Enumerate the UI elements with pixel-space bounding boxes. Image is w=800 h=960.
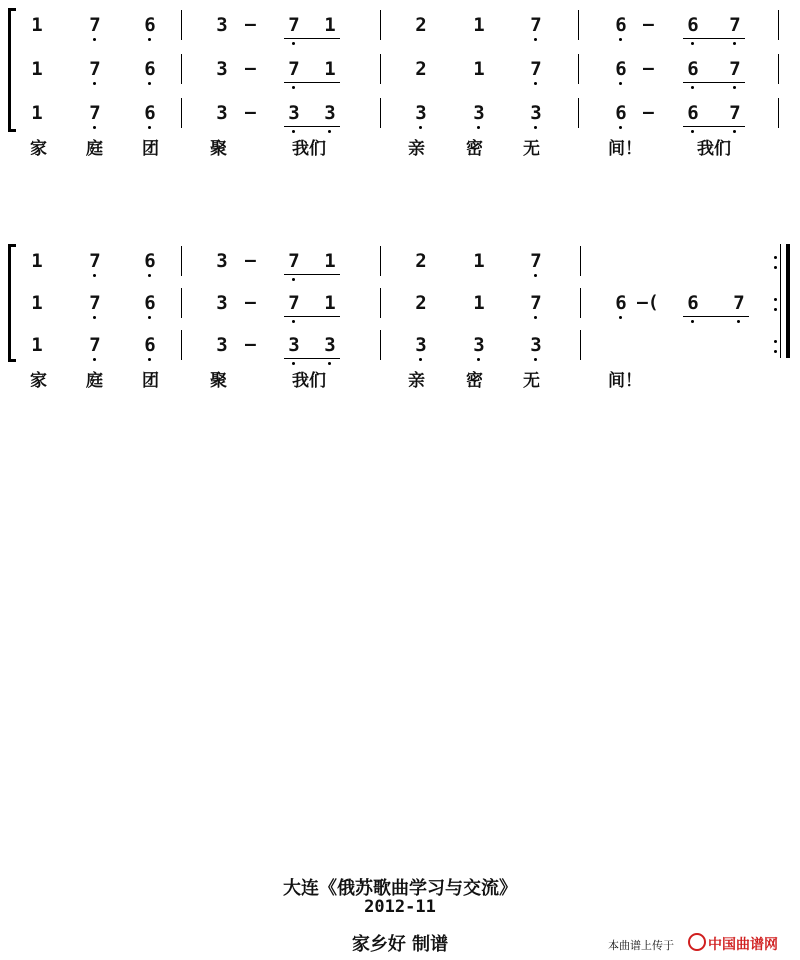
note: 1: [473, 250, 485, 272]
staff-row-3: [0, 326, 800, 366]
bar-line: [380, 54, 381, 84]
bar-line: [580, 330, 581, 360]
low-octave-dot: [691, 42, 694, 45]
note: 7: [288, 250, 300, 272]
bar-line: [380, 330, 381, 360]
note: 1: [324, 250, 336, 272]
lyric: 我们: [292, 371, 326, 391]
low-octave-dot: [477, 126, 480, 129]
eighth-underline: [284, 82, 340, 83]
lyric: 间！: [608, 371, 642, 391]
low-octave-dot: [93, 126, 96, 129]
eighth-underline: [284, 358, 340, 359]
lyric: 家: [30, 371, 47, 391]
note: 2: [415, 250, 427, 272]
dash: –: [245, 250, 256, 271]
low-octave-dot: [93, 316, 96, 319]
note: 7: [729, 58, 741, 80]
dash: –: [245, 14, 256, 35]
note: 3: [415, 334, 427, 356]
note: 1: [473, 14, 485, 36]
staff-row-2: [0, 50, 800, 90]
low-octave-dot: [733, 86, 736, 89]
dash: –: [245, 102, 256, 123]
note: 6: [144, 102, 156, 124]
low-octave-dot: [93, 358, 96, 361]
lyric: 团: [142, 139, 159, 159]
bar-line: [181, 246, 182, 276]
low-octave-dot: [328, 362, 331, 365]
note: 7: [288, 292, 300, 314]
bar-line: [181, 10, 182, 40]
site-logo-icon: [688, 933, 706, 951]
repeat-dot: [774, 308, 777, 311]
note: 7: [729, 102, 741, 124]
note: 1: [324, 58, 336, 80]
eighth-underline: [683, 126, 745, 127]
low-octave-dot: [619, 316, 622, 319]
dash: –: [643, 14, 654, 35]
note: 7: [729, 14, 741, 36]
lyric: 无: [523, 371, 540, 391]
low-octave-dot: [619, 126, 622, 129]
low-octave-dot: [292, 86, 295, 89]
low-octave-dot: [292, 362, 295, 365]
repeat-dot: [774, 266, 777, 269]
repeat-dot: [774, 298, 777, 301]
note: 3: [473, 102, 485, 124]
note: 2: [415, 58, 427, 80]
low-octave-dot: [148, 274, 151, 277]
note: 3: [288, 334, 300, 356]
note: 1: [31, 102, 43, 124]
bar-line: [380, 288, 381, 318]
upload-note: 本曲谱上传于: [608, 940, 674, 952]
bar-line: [380, 246, 381, 276]
note: 6: [144, 14, 156, 36]
note: 1: [31, 250, 43, 272]
low-octave-dot: [691, 86, 694, 89]
bar-line: [578, 10, 579, 40]
note: 3: [415, 102, 427, 124]
bar-line: [380, 98, 381, 128]
bar-line: [578, 98, 579, 128]
lyric: 我们: [697, 139, 731, 159]
staff-row-2: [0, 284, 800, 324]
note: 7: [530, 292, 542, 314]
bar-line: [380, 10, 381, 40]
note: 7: [530, 250, 542, 272]
bar-line: [181, 54, 182, 84]
eighth-underline: [284, 38, 340, 39]
note: 6: [144, 334, 156, 356]
low-octave-dot: [534, 38, 537, 41]
lyric: 庭: [86, 139, 103, 159]
note: 7: [530, 14, 542, 36]
note: 7: [89, 14, 101, 36]
eighth-underline: [284, 126, 340, 127]
low-octave-dot: [534, 274, 537, 277]
dash: –: [245, 334, 256, 355]
low-octave-dot: [93, 82, 96, 85]
site-logo-text: 中国曲谱网: [708, 936, 778, 952]
note: 6: [144, 250, 156, 272]
dash: –: [245, 292, 256, 313]
repeat-dot: [774, 256, 777, 259]
note: 1: [324, 292, 336, 314]
dash-paren: –(: [637, 292, 659, 313]
low-octave-dot: [534, 82, 537, 85]
note: 3: [288, 102, 300, 124]
note: 2: [415, 292, 427, 314]
low-octave-dot: [292, 320, 295, 323]
lyric: 密: [466, 371, 483, 391]
low-octave-dot: [93, 274, 96, 277]
note: 1: [324, 14, 336, 36]
lyric: 聚: [210, 371, 227, 391]
low-octave-dot: [148, 316, 151, 319]
lyric: 亲: [408, 139, 425, 159]
lyric: 聚: [210, 139, 227, 159]
note: 6: [615, 58, 627, 80]
bar-line: [778, 54, 779, 84]
note: 3: [530, 102, 542, 124]
note: 7: [89, 102, 101, 124]
note: 7: [89, 334, 101, 356]
staff-row-1: [0, 242, 800, 282]
bar-line: [578, 54, 579, 84]
low-octave-dot: [733, 42, 736, 45]
dash: –: [643, 102, 654, 123]
bar-line: [181, 330, 182, 360]
note: 3: [216, 292, 228, 314]
note: 3: [216, 14, 228, 36]
low-octave-dot: [148, 82, 151, 85]
note: 3: [324, 102, 336, 124]
note: 7: [530, 58, 542, 80]
note: 3: [473, 334, 485, 356]
lyric: 团: [142, 371, 159, 391]
note: 3: [216, 102, 228, 124]
note: 7: [89, 292, 101, 314]
low-octave-dot: [619, 82, 622, 85]
low-octave-dot: [292, 42, 295, 45]
lyric: 无: [523, 139, 540, 159]
note: 7: [288, 58, 300, 80]
bar-line: [778, 98, 779, 128]
lyric: 我们: [292, 139, 326, 159]
low-octave-dot: [292, 130, 295, 133]
low-octave-dot: [148, 126, 151, 129]
lyric: 亲: [408, 371, 425, 391]
repeat-bar-thin: [780, 244, 781, 358]
note: 1: [473, 58, 485, 80]
site-logo: [688, 933, 778, 954]
eighth-underline: [683, 316, 749, 317]
low-octave-dot: [419, 126, 422, 129]
low-octave-dot: [328, 130, 331, 133]
note: 3: [216, 334, 228, 356]
note: 1: [31, 334, 43, 356]
low-octave-dot: [534, 126, 537, 129]
eighth-underline: [284, 274, 340, 275]
bar-line: [580, 246, 581, 276]
note: 2: [415, 14, 427, 36]
bar-line: [778, 10, 779, 40]
note: 6: [687, 102, 699, 124]
note: 3: [530, 334, 542, 356]
repeat-dot: [774, 350, 777, 353]
low-octave-dot: [534, 358, 537, 361]
note: 1: [31, 292, 43, 314]
low-octave-dot: [477, 358, 480, 361]
dash: –: [643, 58, 654, 79]
low-octave-dot: [148, 38, 151, 41]
low-octave-dot: [148, 358, 151, 361]
note: 1: [473, 292, 485, 314]
note: 7: [89, 58, 101, 80]
note: 7: [288, 14, 300, 36]
low-octave-dot: [419, 358, 422, 361]
low-octave-dot: [737, 320, 740, 323]
low-octave-dot: [691, 130, 694, 133]
lyric: 间！: [608, 139, 642, 159]
note: 6: [687, 292, 699, 314]
staff-row-1: [0, 6, 800, 46]
lyric: 密: [466, 139, 483, 159]
repeat-bar-thick: [786, 244, 790, 358]
note: 6: [615, 14, 627, 36]
note: 3: [324, 334, 336, 356]
low-octave-dot: [733, 130, 736, 133]
note: 7: [733, 292, 745, 314]
eighth-underline: [284, 316, 340, 317]
note: 1: [31, 14, 43, 36]
low-octave-dot: [619, 38, 622, 41]
lyric: 庭: [86, 371, 103, 391]
low-octave-dot: [292, 278, 295, 281]
bar-line: [580, 288, 581, 318]
note: 6: [144, 292, 156, 314]
note: 6: [615, 102, 627, 124]
eighth-underline: [683, 38, 745, 39]
dash: –: [245, 58, 256, 79]
credit-author: 家乡好 制谱: [351, 934, 449, 955]
note: 6: [687, 14, 699, 36]
note: 6: [144, 58, 156, 80]
note: 6: [615, 292, 627, 314]
lyric: 家: [30, 139, 47, 159]
bar-line: [181, 288, 182, 318]
staff-row-3: [0, 94, 800, 134]
note: 7: [89, 250, 101, 272]
bar-line: [181, 98, 182, 128]
note: 3: [216, 250, 228, 272]
note: 6: [687, 58, 699, 80]
credit-source: 大连《俄苏歌曲学习与交流》: [283, 878, 517, 899]
note: 3: [216, 58, 228, 80]
low-octave-dot: [534, 316, 537, 319]
low-octave-dot: [691, 320, 694, 323]
note: 1: [31, 58, 43, 80]
eighth-underline: [683, 82, 745, 83]
repeat-dot: [774, 340, 777, 343]
credit-date: 2012-11: [364, 897, 436, 917]
low-octave-dot: [93, 38, 96, 41]
